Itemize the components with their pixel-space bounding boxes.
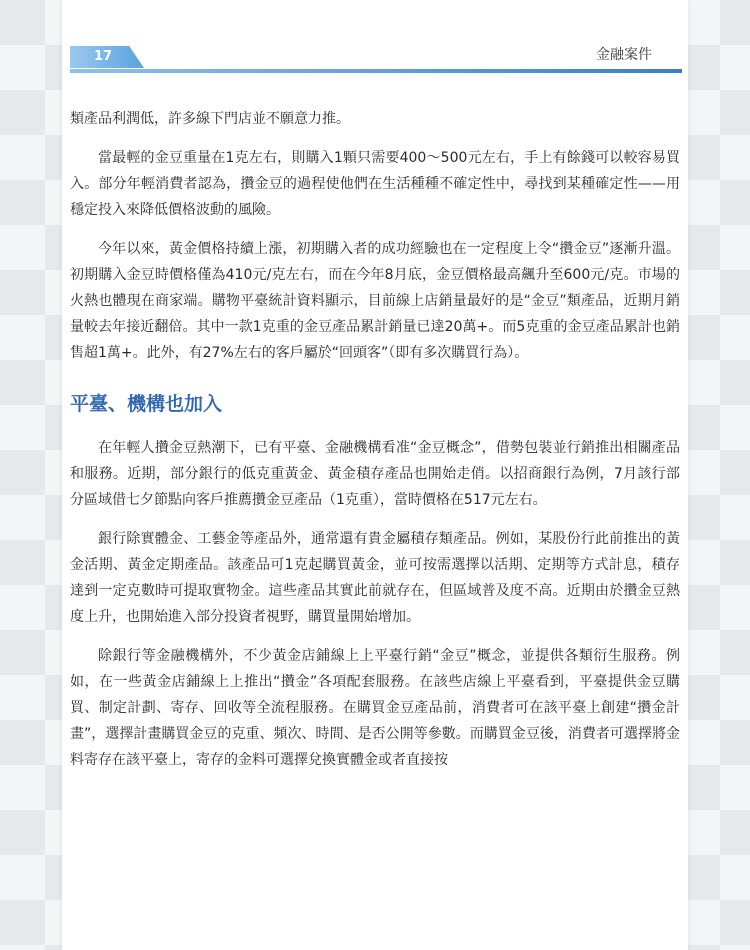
paragraph: 今年以來，黃金價格持續上漲，初期購入者的成功經驗也在一定程度上令“攢金豆”逐漸升溫。初期購入金豆時價格僅為410元/克左右，而在今年8月底，金豆價格最高飆升至600元/克。市場的火熱也體現在商家端。購物平臺統計資料顯示，目前線上店銷量最好的是“金豆”類產品，近期月銷量較去年接近翻倍。其中一款1克重的金豆產品累計銷量已達20萬+。而5克重的金豆產品累計也銷售超1萬+。此外，有27%左右的客戶屬於“回頭客”（即有多次購買行為）。	[70, 241, 680, 361]
paragraph: 除銀行等金融機構外，不少黃金店鋪線上上平臺行銷“金豆”概念，並提供各類衍生服務。例如，在一些黃金店鋪線上上推出“攢金”各項配套服務。在該些店線上平臺看到，平臺提供金豆購買、制定計劃、寄存、回收等全流程服務。在購買金豆產品前，消費者可在該平臺上創建“攢金計畫”，選擇計畫購買金豆的克重、頻次、時間、是否公開等參數。而購買金豆後，消費者可選擇將金料寄存在該平臺上，寄存的金料可選擇兌換實體金或者直接按	[70, 648, 680, 768]
paragraph: 在年輕人攢金豆熱潮下，已有平臺、金融機構看准“金豆概念”，借勢包裝並行銷推出相關產品和服務。近期，部分銀行的低克重黃金、黃金積存產品也開始走俏。以招商銀行為例，7月該行部分區域借七夕節點向客戶推薦攢金豆產品（1克重），當時價格在517元左右。	[70, 440, 680, 508]
article-body	[70, 106, 680, 773]
section-title: 金融案件	[596, 47, 652, 63]
document-page	[62, 0, 688, 950]
page-number: 17	[94, 49, 113, 64]
section-heading: 平臺、機構也加入	[70, 393, 223, 415]
page-header	[70, 42, 680, 76]
header-divider	[70, 69, 682, 73]
paragraph: 當最輕的金豆重量在1克左右，則購入1顆只需要400～500元左右，手上有餘錢可以較容易買入。部分年輕消費者認為，攢金豆的過程使他們在生活種種不確定性中，尋找到某種確定性——用穩定投入來降低價格波動的風險。	[70, 150, 680, 218]
paragraph: 銀行除實體金、工藝金等產品外，通常還有貴金屬積存類產品。例如，某股份行此前推出的黃金活期、黃金定期產品。該產品可1克起購買黃金，並可按需選擇以活期、定期等方式計息，積存達到一定克數時可提取實物金。這些產品其實此前就存在，但區域普及度不高。近期由於攢金豆熱度上升，也開始進入部分投資者視野，購買量開始增加。	[70, 531, 680, 625]
paragraph: 類產品利潤低，許多線下門店並不願意力推。	[70, 111, 350, 127]
